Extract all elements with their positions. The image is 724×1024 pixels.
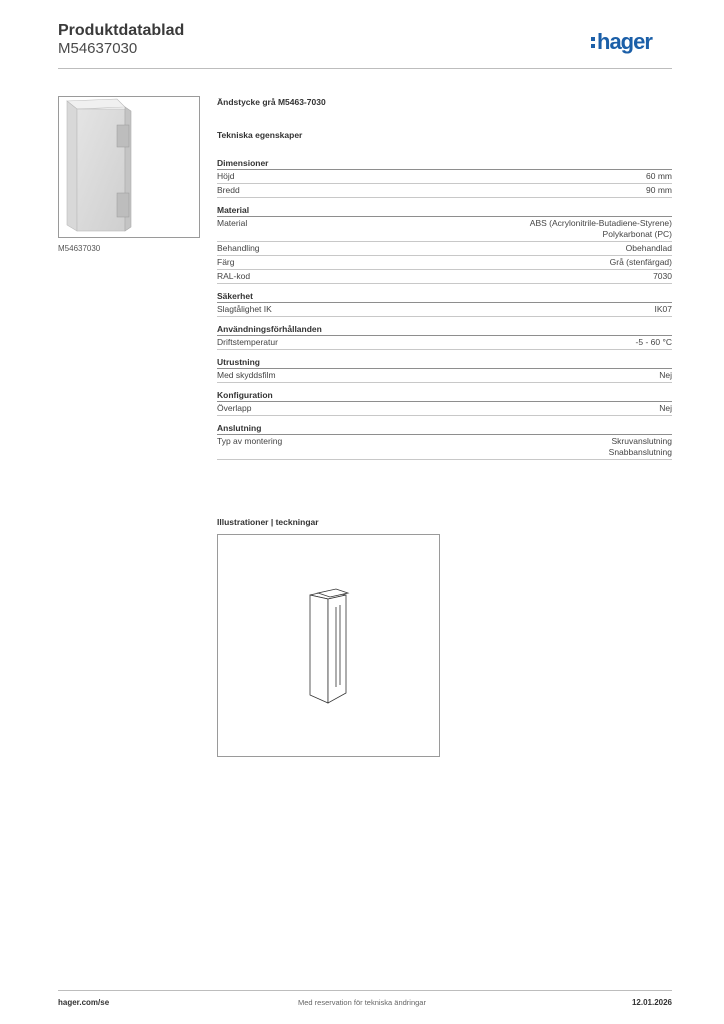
spec-section-title: Säkerhet (217, 290, 672, 303)
spec-label: Behandling (217, 243, 260, 253)
spec-section (217, 157, 672, 198)
spec-row (217, 270, 672, 284)
spec-value (659, 403, 672, 414)
article-number: M54637030 (58, 40, 138, 57)
spec-section (217, 290, 672, 317)
spec-value-line: Nej (659, 370, 672, 380)
spec-value-line: Polykarbonat (PC) (602, 229, 672, 239)
spec-section (217, 323, 672, 350)
spec-value-line: IK07 (654, 304, 672, 314)
spec-value-line: Nej (659, 403, 672, 413)
illustrations-heading: Illustrationer | teckningar (217, 517, 319, 527)
spec-value-line: 7030 (653, 271, 672, 281)
spec-section-title: Användningsförhållanden (217, 323, 672, 336)
spec-value (655, 304, 673, 315)
spec-value-line: -5 - 60 °C (635, 337, 672, 347)
spec-section (217, 422, 672, 460)
spec-value-line: Skruvanslutning (611, 436, 672, 446)
spec-value (659, 370, 672, 381)
spec-row (217, 217, 672, 242)
spec-section-title: Utrustning (217, 356, 672, 369)
spec-row (217, 336, 672, 350)
spec-label: Material (217, 218, 248, 228)
spec-section-title: Konfiguration (217, 389, 672, 402)
spec-section (217, 356, 672, 383)
spec-row (217, 256, 672, 270)
image-caption: M54637030 (58, 244, 101, 253)
spec-value-line: 60 mm (646, 171, 672, 181)
spec-section-title: Material (217, 204, 672, 217)
spec-row (217, 303, 672, 317)
end-piece-drawing (218, 535, 439, 756)
spec-row (217, 435, 672, 460)
spec-value (610, 257, 672, 268)
specification-table (217, 157, 672, 466)
document-title: Produktdatablad (58, 22, 185, 39)
document-date: 12.01.2026 (631, 998, 672, 1007)
spec-label: Färg (217, 257, 235, 267)
spec-label: Typ av montering (217, 436, 283, 446)
spec-row (217, 170, 672, 184)
spec-label: RAL-kod (217, 271, 251, 281)
spec-value (653, 271, 672, 282)
spec-value (530, 218, 672, 240)
footer-divider (58, 990, 672, 991)
header-divider (58, 68, 672, 69)
spec-value (646, 171, 672, 182)
spec-value (609, 436, 672, 458)
spec-value (626, 243, 672, 254)
illustration-frame (217, 534, 440, 757)
spec-label: Med skyddsfilm (217, 370, 276, 380)
spec-row (217, 184, 672, 198)
hager-logo (590, 27, 674, 57)
spec-label: Höjd (217, 171, 235, 181)
website-link[interactable]: hager.com/se (58, 998, 110, 1007)
spec-row (217, 242, 672, 256)
spec-value (636, 337, 672, 348)
spec-value-line: Obehandlad (625, 243, 672, 253)
spec-value-line: 90 mm (646, 185, 672, 195)
technical-properties-heading: Tekniska egenskaper (217, 130, 303, 140)
spec-section (217, 389, 672, 416)
spec-label: Slagtålighet IK (217, 304, 272, 314)
spec-section-title: Anslutning (217, 422, 672, 435)
spec-value (646, 185, 672, 196)
spec-section-title: Dimensioner (217, 157, 672, 170)
spec-label: Överlapp (217, 403, 252, 413)
disclaimer: Med reservation för tekniska ändringar (298, 998, 426, 1007)
product-image (58, 96, 200, 238)
spec-label: Bredd (217, 185, 240, 195)
spec-value-line: Grå (stenfärgad) (609, 257, 672, 267)
spec-row (217, 369, 672, 383)
logo-text: hager (597, 29, 652, 54)
end-piece-photo (59, 97, 199, 237)
spec-label: Driftstemperatur (217, 337, 278, 347)
product-name: Ändstycke grå M5463-7030 (217, 97, 326, 107)
spec-value-line: Snabbanslutning (608, 447, 672, 457)
spec-value-line: ABS (Acrylonitrile-Butadiene-Styrene) (529, 218, 672, 228)
spec-section (217, 204, 672, 284)
spec-row (217, 402, 672, 416)
